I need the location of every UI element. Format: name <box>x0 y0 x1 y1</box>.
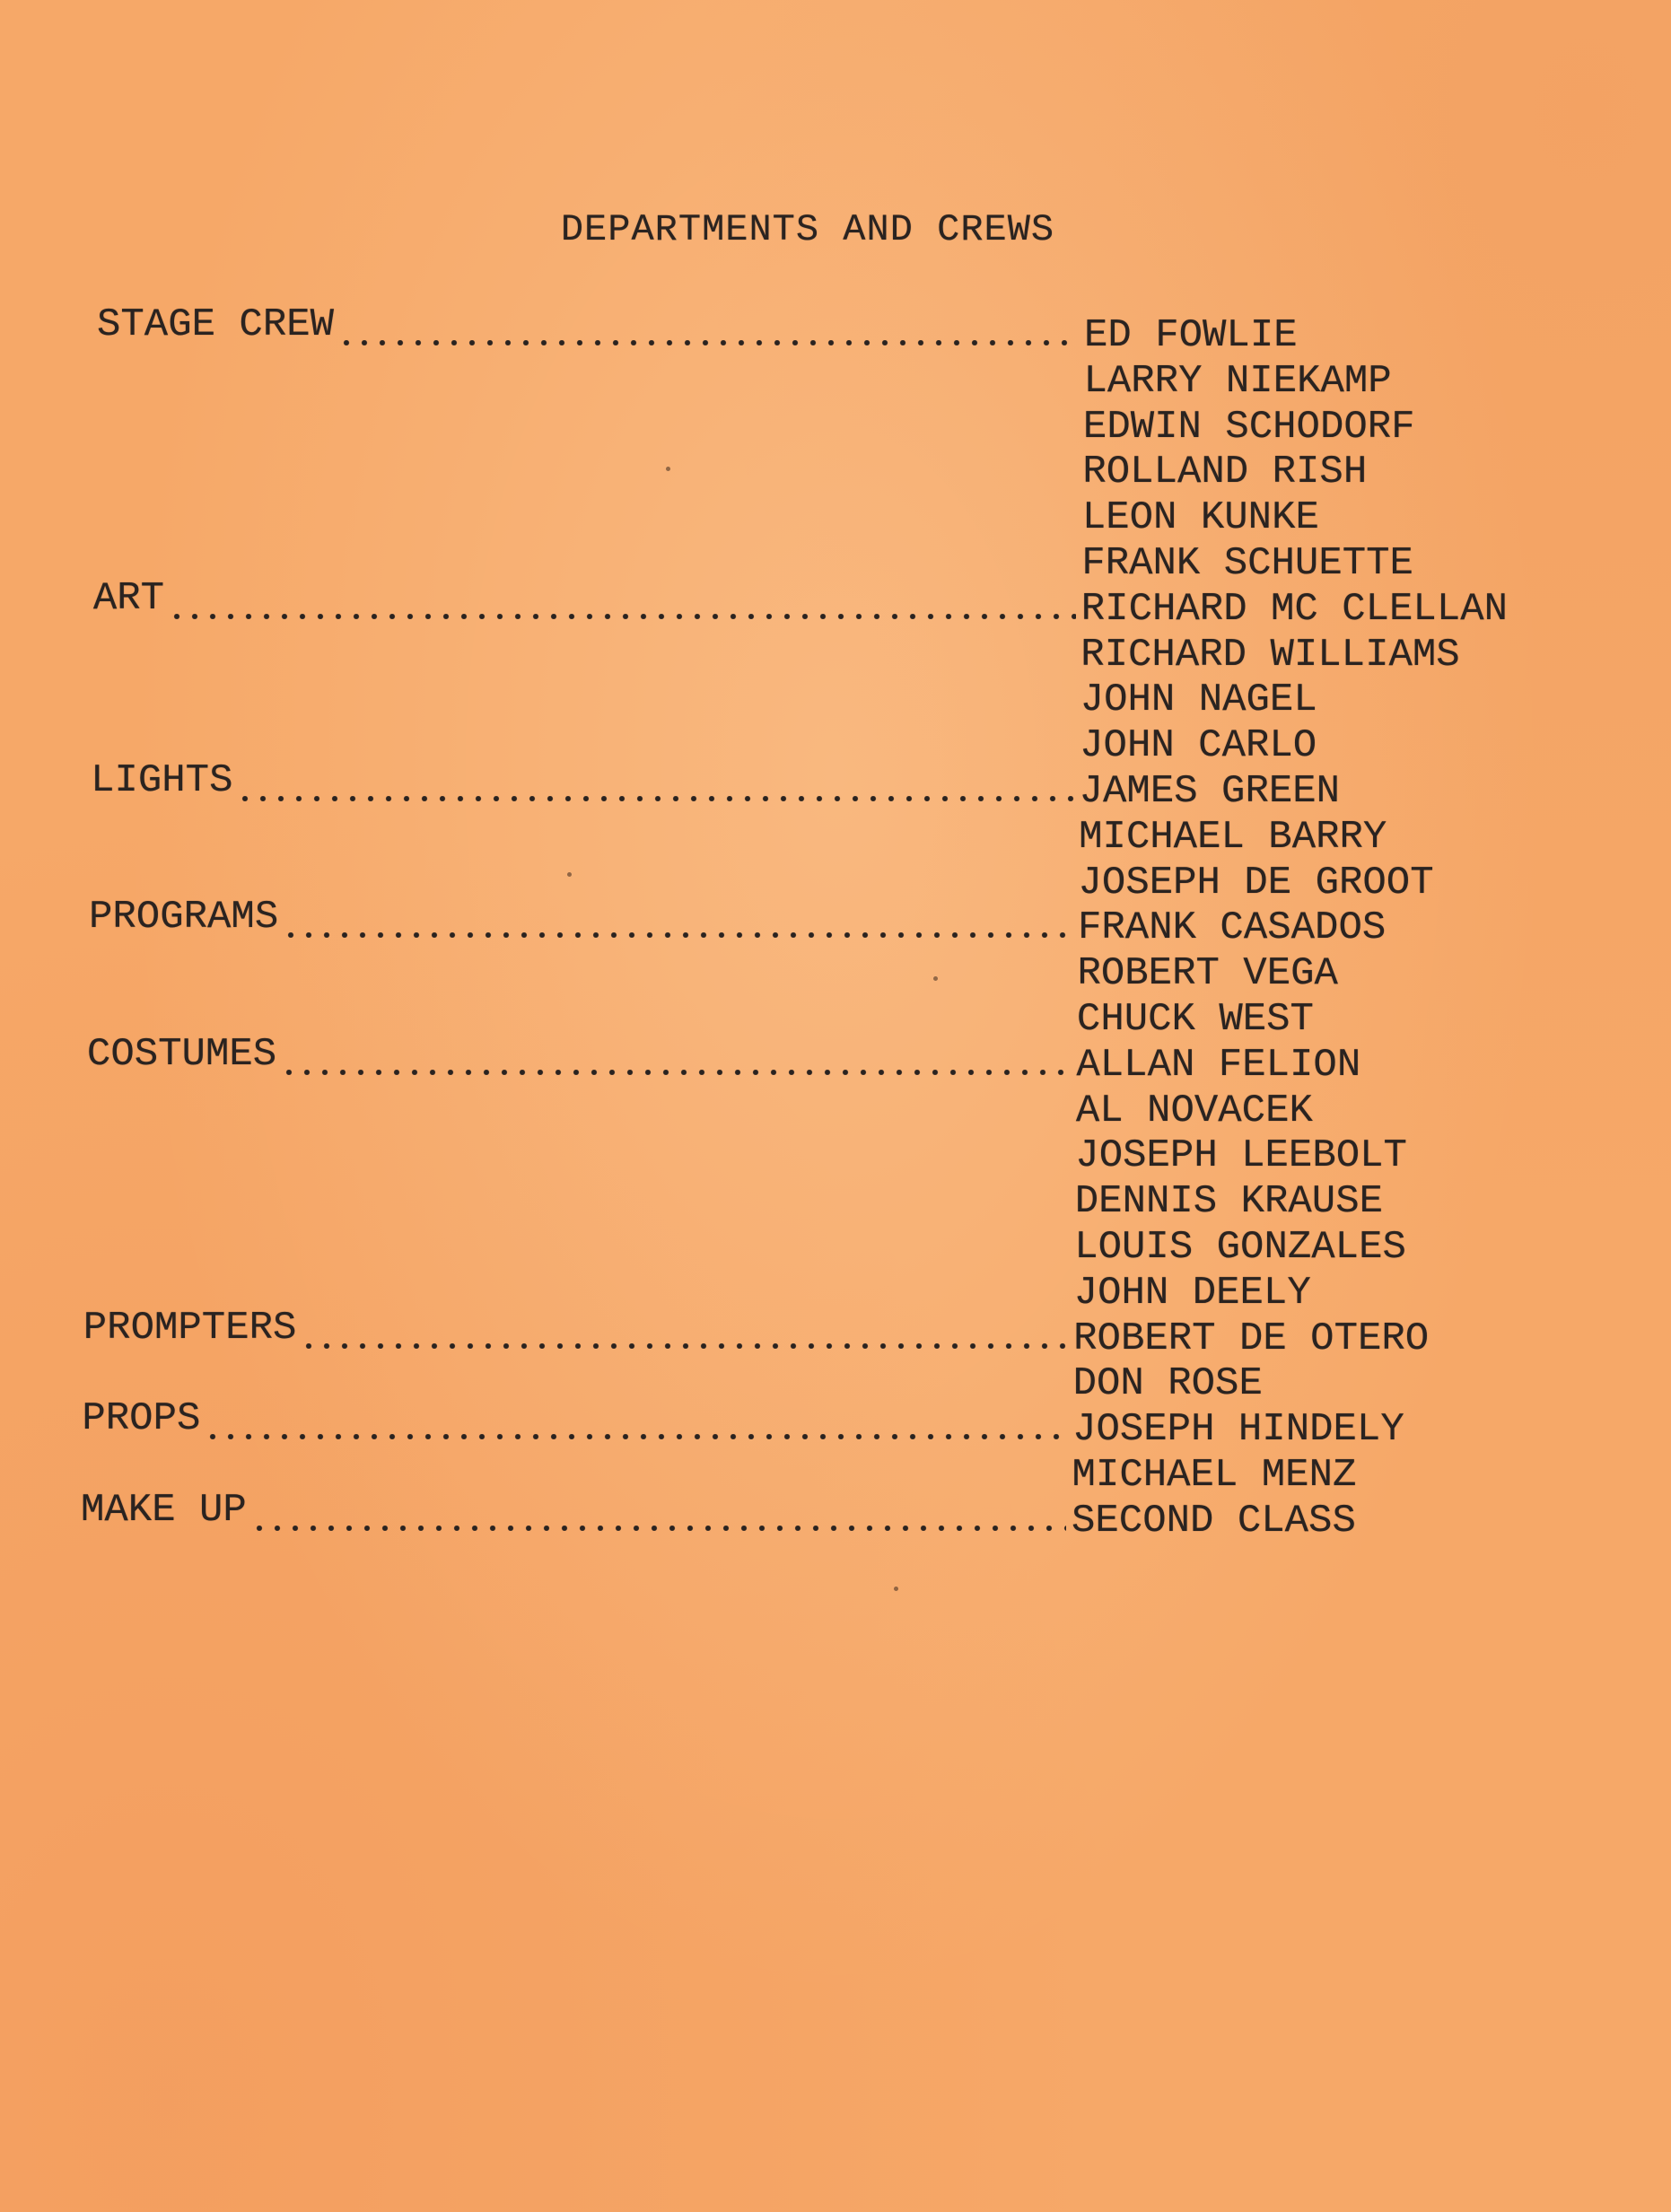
crew-member: MICHAEL MENZ <box>1072 1453 1357 1498</box>
crew-member: SECOND CLASS <box>1072 1498 1356 1543</box>
crew-member: MICHAEL BARRY <box>1079 814 1387 860</box>
crew-member: CHUCK WEST <box>1076 997 1314 1042</box>
paper-speck <box>894 1587 898 1591</box>
crew-member: FRANK SCHUETTE <box>1081 541 1413 586</box>
crew-member: DON ROSE <box>1072 1361 1263 1407</box>
crew-member: LARRY NIEKAMP <box>1083 358 1392 404</box>
crew-member: LOUIS GONZALES <box>1074 1225 1406 1270</box>
crew-member: JOHN DEELY <box>1073 1270 1311 1316</box>
dot-leader <box>250 1526 1066 1531</box>
crew-member: JOSEPH LEEBOLT <box>1075 1133 1407 1179</box>
crew-member: JOHN NAGEL <box>1080 678 1317 723</box>
crew-member: ROBERT DE OTERO <box>1073 1316 1430 1361</box>
paper-speck <box>933 976 938 981</box>
crew-member: ROBERT VEGA <box>1077 951 1338 997</box>
dot-leader <box>300 1343 1068 1349</box>
crew-member: RICHARD MC CLELLAN <box>1080 586 1509 632</box>
crew-member: FRANK CASADOS <box>1078 905 1387 951</box>
department-name: LIGHTS <box>91 758 233 803</box>
department-name: MAKE UP <box>81 1487 247 1533</box>
crew-member: ALLAN FELION <box>1076 1042 1361 1088</box>
dot-leader <box>282 932 1072 938</box>
crew-member: ROLLAND RISH <box>1082 450 1368 495</box>
department-name: PROPS <box>82 1396 201 1442</box>
department-name: COSTUMES <box>86 1031 277 1077</box>
page-title: DEPARTMENTS AND CREWS <box>560 208 1055 251</box>
department-name: STAGE CREW <box>97 302 335 347</box>
crew-member: JAMES GREEN <box>1079 769 1341 814</box>
paper-speck <box>666 467 670 471</box>
department-name: PROMPTERS <box>83 1305 297 1351</box>
crew-member: JOSEPH HINDELY <box>1072 1407 1404 1453</box>
crew-member: AL NOVACEK <box>1075 1088 1313 1133</box>
paper-speck <box>567 872 572 877</box>
dot-leader <box>204 1434 1067 1439</box>
crew-member: LEON KUNKE <box>1081 495 1319 541</box>
crew-member: DENNIS KRAUSE <box>1074 1179 1384 1225</box>
crew-member: JOHN CARLO <box>1080 723 1317 769</box>
crew-member: ED FOWLIE <box>1084 313 1298 358</box>
dot-leader <box>337 340 1079 345</box>
dot-leader <box>280 1070 1071 1075</box>
crew-member: EDWIN SCHODORF <box>1082 404 1415 450</box>
crew-member: RICHARD WILLIAMS <box>1080 632 1460 678</box>
department-name: ART <box>92 575 165 621</box>
department-name: PROGRAMS <box>89 895 279 940</box>
dot-leader <box>236 796 1073 801</box>
dot-leader <box>168 614 1076 619</box>
crew-member: JOSEPH DE GROOT <box>1078 860 1434 905</box>
